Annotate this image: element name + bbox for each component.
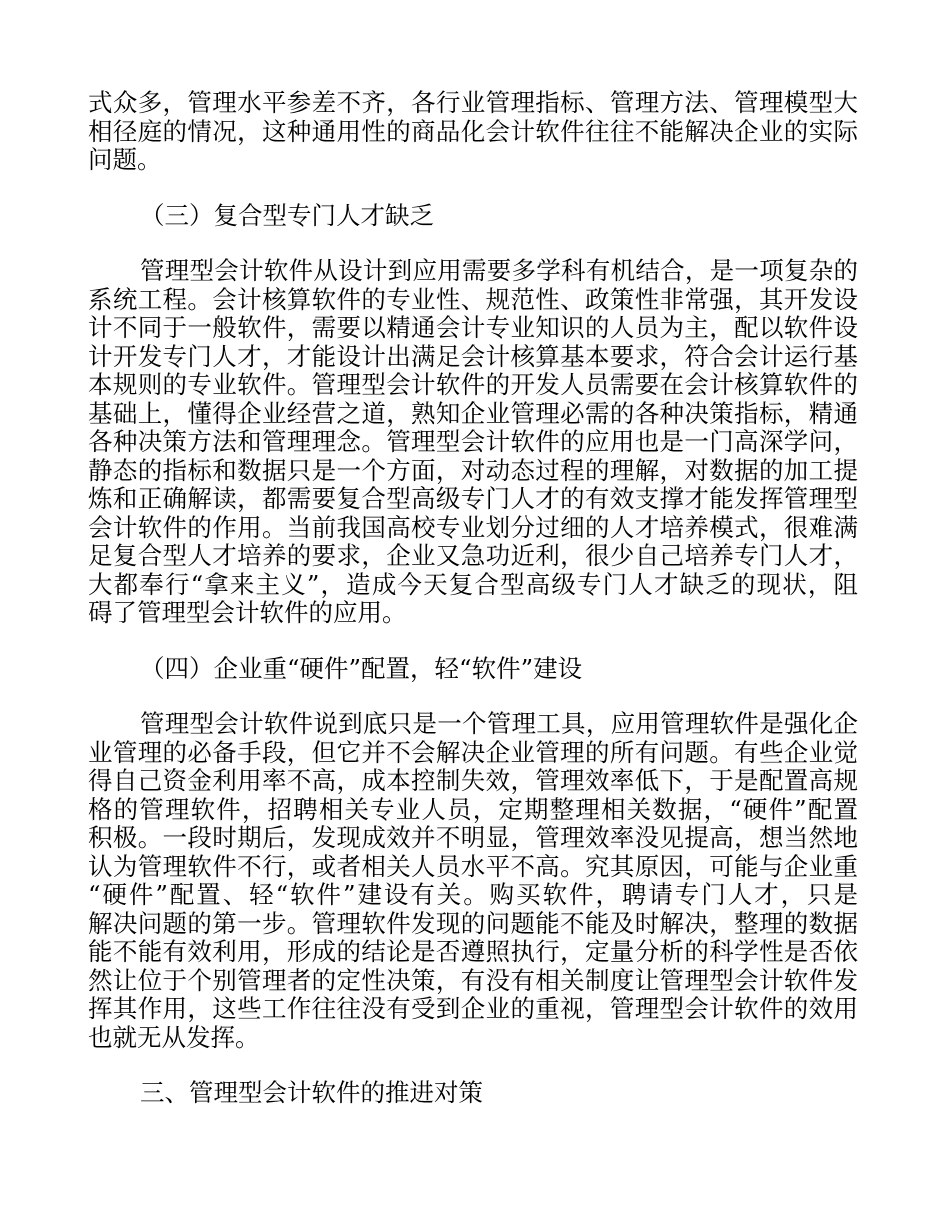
text-line: 各种决策方法和管理理念。管理型会计软件的应用也是一门高深学问， [88,427,858,456]
text-line: 格的管理软件，招聘相关专业人员，定期整理相关数据，“硬件”配置 [88,794,858,824]
text-line: 积极。一段时期后，发现成效并不明显，管理效率没见提高，想当然地 [88,823,858,852]
text-line: 计不同于一般软件，需要以精通会计专业知识的人员为主，配以软件设 [88,313,858,342]
text-line: 足复合型人才培养的要求，企业又急功近利，很少自己培养专门人才， [88,541,858,570]
subheading-text: （四）企业重“硬件”配置，轻“软件”建设 [140,653,583,683]
subheading-text: （三）复合型专门人才缺乏 [140,200,434,230]
text-line: 问题。 [88,145,162,174]
text-line: 相径庭的情况，这种通用性的商品化会计软件往往不能解决企业的实际 [88,116,858,146]
text-line: 基础上，懂得企业经营之道，熟知企业管理必需的各种决策指标，精通 [88,398,858,428]
text-line: 大都奉行“拿来主义”，造成今天复合型高级专门人才缺乏的现状，阻 [88,569,858,599]
text-line: 炼和正确解读，都需要复合型高级专门人才的有效支撑才能发挥管理型 [88,484,858,513]
continued-paragraph [88,89,858,175]
subheading-talent-shortage [88,202,858,231]
section-heading-strategies [88,1079,858,1108]
text-line: 计开发专门人才，才能设计出满足会计核算基本要求，符合会计运行基 [88,341,858,371]
text-line: 系统工程。会计核算软件的专业性、规范性、政策性非常强，其开发设 [88,284,858,314]
text-line: 本规则的专业软件。管理型会计软件的开发人员需要在会计核算软件的 [88,370,858,399]
section-heading-text: 三、管理型会计软件的推进对策 [140,1078,483,1107]
text-line: “硬件”配置、轻“软件”建设有关。购买软件，聘请专门人才，只是 [88,880,858,909]
text-line: 挥其作用，这些工作往往没有受到企业的重视，管理型会计软件的效用 [88,994,858,1023]
text-line: 碍了管理型会计软件的应用。 [88,598,407,627]
text-line: 静态的指标和数据只是一个方面，对动态过程的理解，对数据的加工提 [88,455,858,485]
paragraph-hardware-over-software [88,710,858,1052]
text-line: 能不能有效利用，形成的结论是否遵照执行，定量分析的科学性是否依 [88,937,858,966]
text-line: 解决问题的第一步。管理软件发现的问题能不能及时解决，整理的数据 [88,908,858,938]
text-line: 认为管理软件不行，或者相关人员水平不高。究其原因，可能与企业重 [88,851,858,881]
text-line: 管理型会计软件说到底只是一个管理工具，应用管理软件是强化企 [140,709,858,738]
text-line: 也就无从发挥。 [88,1022,260,1052]
subheading-hardware-over-software [88,655,858,684]
text-line: 管理型会计软件从设计到应用需要多学科有机结合，是一项复杂的 [140,256,858,285]
text-line: 式众多，管理水平参差不齐，各行业管理指标、管理方法、管理模型大 [88,88,858,117]
text-line: 业管理的必备手段，但它并不会解决企业管理的所有问题。有些企业觉 [88,737,858,767]
text-line: 然让位于个别管理者的定性决策，有没有相关制度让管理型会计软件发 [88,965,858,995]
text-line: 得自己资金利用率不高，成本控制失效，管理效率低下，于是配置高规 [88,766,858,795]
paragraph-talent-shortage [88,257,858,628]
text-line: 会计软件的作用。当前我国高校专业划分过细的人才培养模式，很难满 [88,512,858,542]
